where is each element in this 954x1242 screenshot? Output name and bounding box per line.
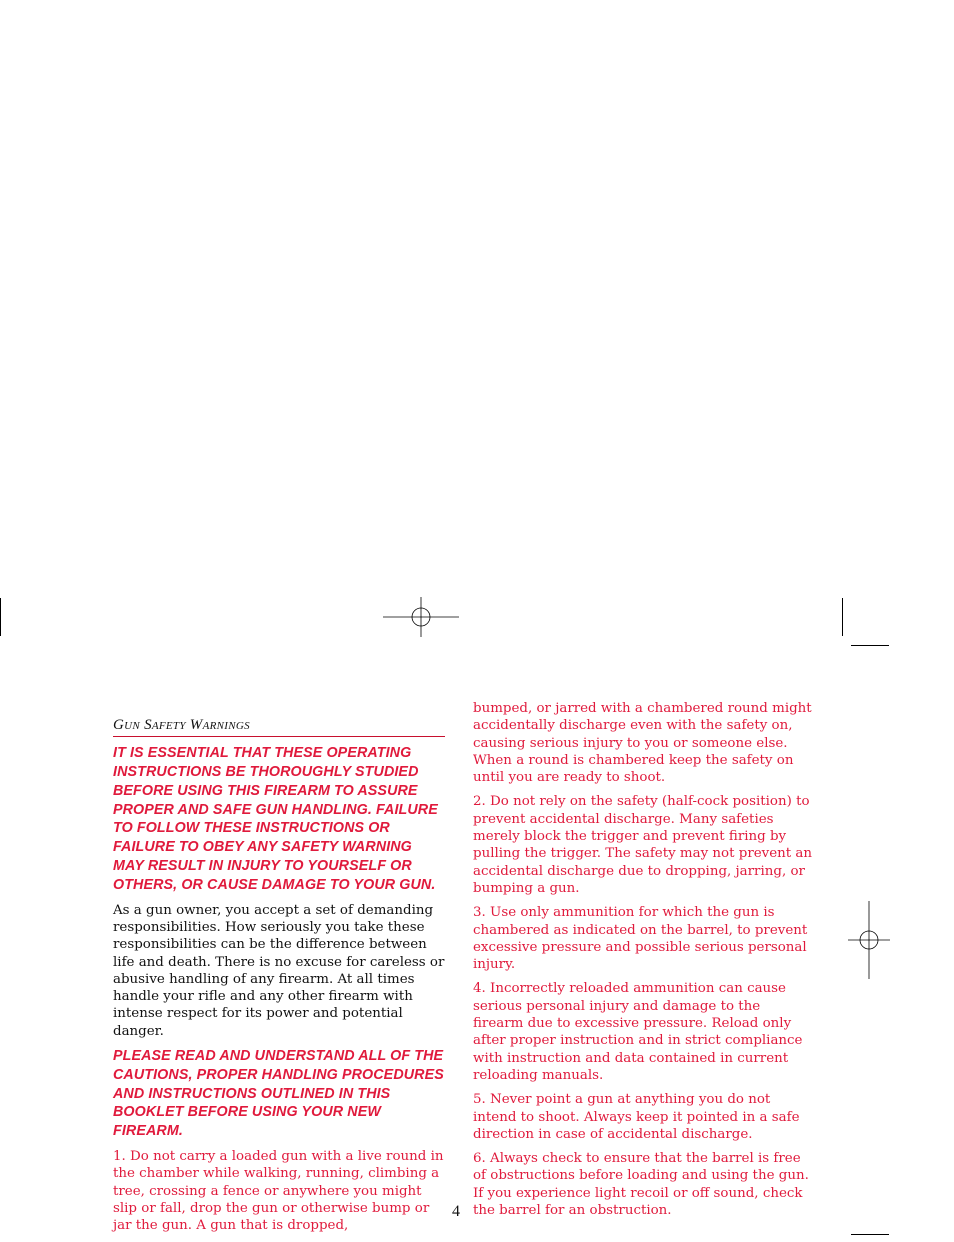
left-column	[113, 717, 445, 1242]
safety-item-1-continued: bumped, or jarred with a chambered round might accidentally discharge even with the safety on, causing serious injury to you or someone else. When a round is chambered keep the safety on until you are ready to shoot.	[473, 701, 812, 786]
safety-item-2: 2. Do not rely on the safety (half-cock position) to prevent accidental discharge. Many safeties merely block the trigger and prevent firing by pulling the trigger. The safety may not prevent an accidental discharge due to dropping, jarring, or bumping a gun.	[473, 794, 813, 896]
right-column	[473, 700, 813, 1226]
warning-paragraph-2: PLEASE READ AND UNDERSTAND ALL OF THE CAUTIONS, PROPER HANDLING PROCEDURES AND INSTRUCTIONS OUTLINED IN THIS BOOKLET BEFORE USING YOUR NEW FIREARM.	[113, 1048, 444, 1140]
safety-item-1-start: 1. Do not carry a loaded gun with a live round in the chamber while walking, running, climbing a tree, crossing a fence or anywhere you might slip or fall, drop the gun or otherwise bump or jar the gun. A gun that is dropped,	[113, 1149, 444, 1234]
safety-item-4: 4. Incorrectly reloaded ammunition can cause serious personal injury and damage to the firearm due to excessive pressure. Reload only after proper instruction and in strict compliance with instruction and data contained in current reloading manuals.	[473, 981, 803, 1083]
crop-mark-right-horizontal-top	[851, 645, 889, 646]
registration-mark-right-icon	[848, 901, 890, 979]
safety-item-5: 5. Never point a gun at anything you do not intend to shoot. Always keep it pointed in a safe direction in case of accidental discharge.	[473, 1092, 800, 1142]
intro-paragraph: As a gun owner, you accept a set of demanding responsibilities. How seriously you take these responsibilities can be the difference between life and death. There is no excuse for careless or abusive handling of any firearm. At all times handle your rifle and any other firearm with intense respect for its power and potential danger.	[113, 902, 445, 1039]
safety-item-6: 6. Always check to ensure that the barrel is free of obstructions before loading and using the gun. If you experience light recoil or off sound, check the barrel for an obstruction.	[473, 1151, 809, 1219]
warning-paragraph-1: IT IS ESSENTIAL THAT THESE OPERATING INSTRUCTIONS BE THOROUGHLY STUDIED BEFORE USING THIS FIREARM TO ASSURE PROPER AND SAFE GUN HANDLING. FAILURE TO FOLLOW THESE INSTRUCTIONS OR FAILURE TO OBEY ANY SAFETY WARNING MAY RESULT IN INJURY TO YOURSELF OR OTHERS, OR CAUSE DAMAGE TO YOUR GUN.	[113, 745, 438, 893]
safety-item-3: 3. Use only ammunition for which the gun is chambered as indicated on the barrel, to prevent excessive pressure and possible serious personal injury.	[473, 905, 808, 973]
section-title: Gun Safety Warnings	[113, 717, 445, 737]
registration-mark-top-icon	[381, 597, 461, 637]
page-number: 4	[452, 1203, 460, 1220]
crop-mark-left	[0, 598, 1, 636]
crop-mark-right-vertical	[842, 598, 843, 636]
